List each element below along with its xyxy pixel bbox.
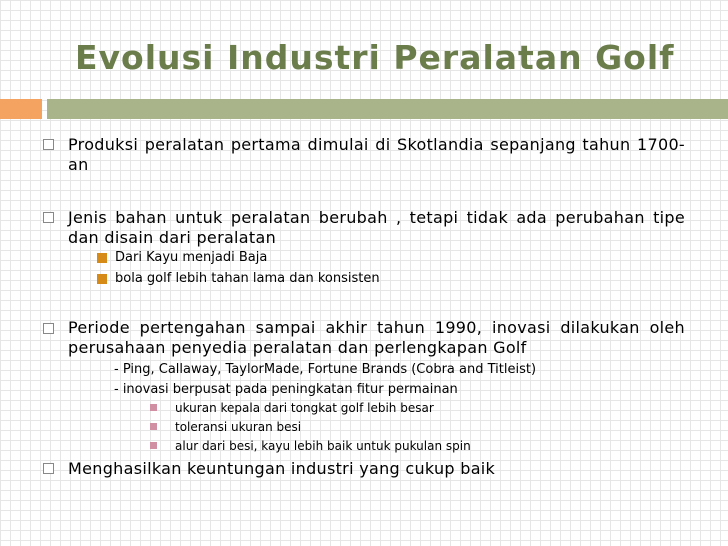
hollow-square-bullet-icon (43, 139, 54, 150)
sub-bullet-text: Dari Kayu menjadi Baja (115, 250, 268, 265)
sub-bullet-text: ukuran kepala dari tongkat golf lebih besar (175, 401, 434, 415)
square-bullet-icon (150, 442, 157, 449)
square-bullet-icon (97, 274, 107, 284)
bullet-text: Jenis bahan untuk peralatan berubah , tetapi tidak ada perubahan tipe dan disain dari peralatan (68, 208, 685, 247)
bullet-text: Periode pertengahan sampai akhir tahun 1990, inovasi dilakukan oleh perusahaan penyedia peralatan dan perlengkapan Golf (68, 318, 685, 357)
hollow-square-bullet-icon (43, 463, 54, 474)
hollow-square-bullet-icon (43, 323, 54, 334)
dash-line: - inovasi berpusat pada peningkatan fitur permainan (114, 382, 458, 397)
dash-line: - Ping, Callaway, TaylorMade, Fortune Brands (Cobra and Titleist) (114, 362, 537, 377)
bullet-text: Menghasilkan keuntungan industri yang cukup baik (68, 459, 496, 478)
bullet-text: Produksi peralatan pertama dimulai di Skotlandia sepanjang tahun 1700-an (68, 135, 685, 174)
sub-bullet-text: toleransi ukuran besi (175, 420, 302, 434)
slide-title: Evolusi Industri Peralatan Golf (75, 38, 675, 77)
square-bullet-icon (150, 404, 157, 411)
accent-bar-olive (47, 99, 728, 119)
square-bullet-icon (150, 423, 157, 430)
hollow-square-bullet-icon (43, 212, 54, 223)
accent-bar-orange (0, 99, 42, 119)
sub-bullet-text: alur dari besi, kayu lebih baik untuk pukulan spin (175, 439, 471, 453)
square-bullet-icon (97, 253, 107, 263)
sub-bullet-text: bola golf lebih tahan lama dan konsisten (115, 271, 380, 286)
